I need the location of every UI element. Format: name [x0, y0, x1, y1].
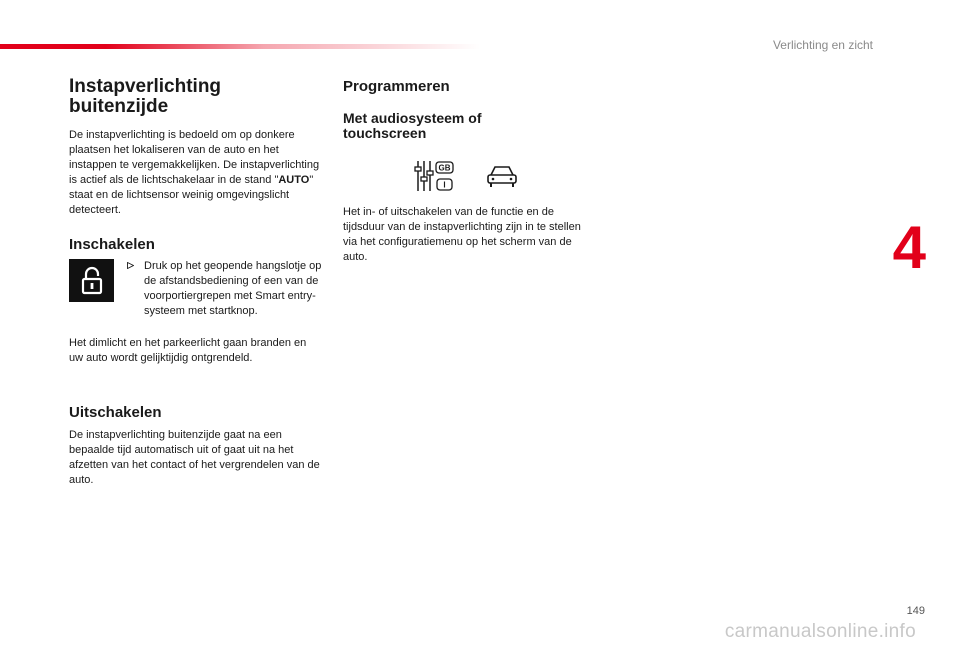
badge-gb: GB — [438, 163, 451, 173]
config-icons — [414, 159, 518, 193]
intro-text-start: De instapverlichting is bedoeld om op donkere plaatsen het lokaliseren van de auto en het instappen te vergemakkelijken. De instapverlichting is actief als de lichtschakelaar in de stand " — [69, 129, 320, 186]
programmeren-text: Het in- of uitschakelen van de functie en de tijdsduur van de instapverlichting zijn in te stellen via het configuratiemenu op het scherm van de auto. — [343, 206, 581, 263]
subheading-audio-touchscreen: Met audiosysteem of touchscreen — [343, 110, 482, 141]
heading-uitschakelen: Uitschakelen — [69, 404, 162, 421]
intro-text-bold: AUTO — [278, 174, 310, 186]
section-title: Instapverlichting buitenzijde — [69, 76, 222, 117]
header-accent-bar — [0, 44, 480, 49]
intro-text-end: " staat en de lichtsensor weinig omgevingslicht detecteert. — [69, 174, 314, 216]
badge-i: I — [443, 180, 446, 190]
watermark: carmanualsonline.info — [724, 621, 916, 642]
heading-programmeren: Programmeren — [343, 78, 450, 95]
unlocked-padlock-icon — [69, 259, 114, 302]
chapter-title: Verlichting en zicht — [772, 38, 873, 52]
intro-paragraph — [69, 128, 327, 218]
bullet-arrow-icon — [127, 262, 134, 269]
inschakelen-result-text: Het dimlicht en het parkeerlicht gaan branden en uw auto wordt gelijktijdig ontgrendeld. — [69, 337, 307, 364]
page-number: 149 — [906, 605, 925, 617]
heading-inschakelen: Inschakelen — [69, 236, 155, 253]
instruction-bullet — [127, 259, 327, 319]
chapter-number: 4 — [892, 214, 926, 281]
left-column — [69, 77, 327, 218]
car-icon — [486, 163, 518, 189]
uitschakelen-text: De instapverlichting buitenzijde gaat na een bepaalde tijd automatisch uit of gaat uit na het afzetten van het contact of het vergrendelen van de auto. — [69, 429, 320, 486]
settings-sliders-icon — [414, 159, 456, 193]
bullet-text: Druk op het geopende hangslotje op de afstandsbediening of een van de voorportiergrepen met Smart entry-systeem met startknop. — [144, 260, 322, 317]
